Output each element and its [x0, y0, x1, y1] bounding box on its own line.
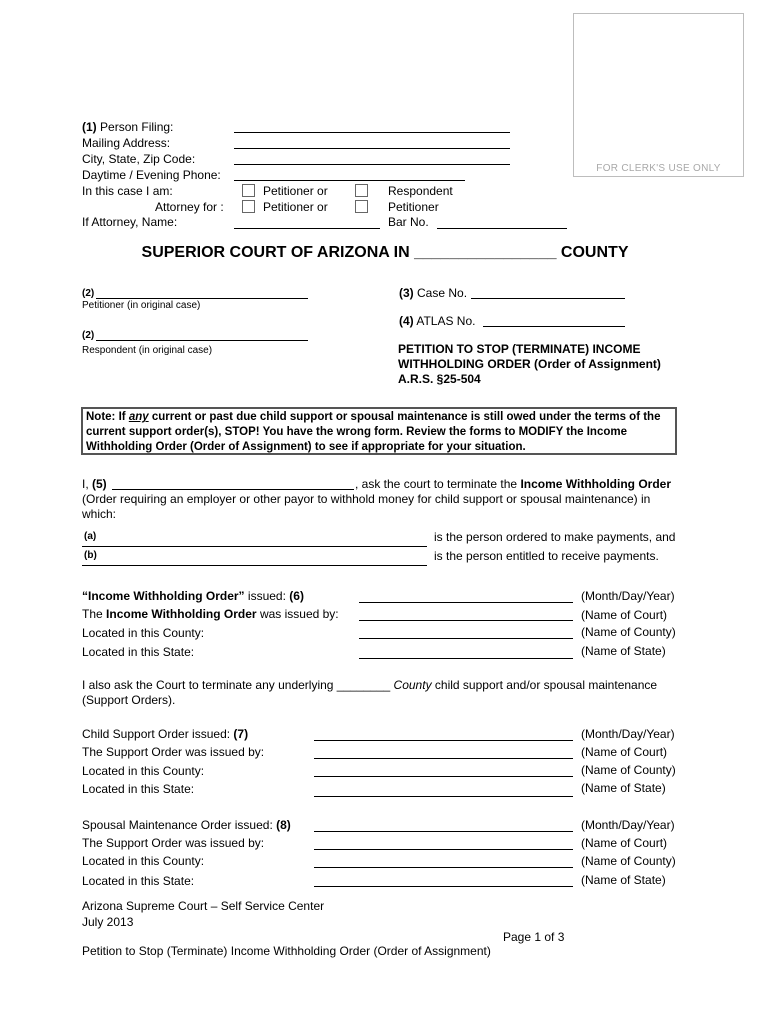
- clerk-use-label: FOR CLERK'S USE ONLY: [596, 163, 721, 174]
- footer-date: July 2013: [82, 915, 134, 929]
- atlas-no-label: (4) ATLAS No.: [399, 314, 476, 328]
- clerk-use-box: [573, 13, 744, 177]
- person-filing-num: (1): [82, 120, 97, 134]
- mailing-address-label: Mailing Address:: [82, 136, 171, 150]
- note-body: current or past due child support or spousal maintenance is still owed under the terms of the current support order(s), STOP! You have the wrong form. Review the forms to MODIFY the Income Withholding Order (Order of Assignment) to see if appropriate for your situation.: [86, 411, 661, 453]
- spousal-date-field[interactable]: [314, 831, 573, 832]
- atlas-num: (4): [399, 314, 414, 328]
- payer-name-field[interactable]: [82, 546, 427, 547]
- note-prefix: Note: If: [86, 411, 129, 423]
- spousal-court-hint: (Name of Court): [581, 836, 668, 850]
- attorney-petitioner-checkbox[interactable]: [242, 200, 255, 213]
- respondent-name-field[interactable]: [96, 340, 308, 341]
- spousal-state-field[interactable]: [314, 886, 573, 887]
- respondent-num: (2): [82, 330, 95, 341]
- petition-title-line2: WITHHOLDING ORDER (Order of Assignment): [398, 357, 661, 371]
- case-no-field[interactable]: [471, 298, 625, 299]
- iwo-date-hint: (Month/Day/Year): [581, 589, 675, 603]
- intro-iwo-bold: Income Withholding Order: [520, 477, 671, 491]
- iwo-date-field[interactable]: [359, 602, 573, 603]
- iwo-state-hint: (Name of State): [581, 644, 666, 658]
- bar-no-field[interactable]: [437, 228, 567, 229]
- petitioner-num: (2): [82, 288, 95, 299]
- child-support-court-field[interactable]: [314, 758, 573, 759]
- item-b-text: is the person entitled to receive payments.: [434, 549, 659, 563]
- footer-form-name: Petition to Stop (Terminate) Income Withholding Order (Order of Assignment): [82, 944, 491, 958]
- iwo-county-field[interactable]: [359, 638, 573, 639]
- child-support-county-field[interactable]: [314, 776, 573, 777]
- spousal-date-hint: (Month/Day/Year): [581, 818, 675, 832]
- payee-name-field[interactable]: [82, 565, 427, 566]
- phone-field[interactable]: [234, 180, 465, 181]
- bar-no-label: Bar No.: [388, 215, 429, 229]
- item-a-text: is the person ordered to make payments, and: [434, 530, 676, 544]
- child-support-state-hint: (Name of State): [581, 781, 666, 795]
- child-support-date-field[interactable]: [314, 740, 573, 741]
- atlas-no-field[interactable]: [483, 326, 625, 327]
- item-a-label: (a): [84, 531, 97, 542]
- attorney-for-label: Attorney for :: [155, 200, 224, 214]
- case-no-num: (3): [399, 286, 414, 300]
- also-ask-line2: (Support Orders).: [82, 693, 176, 707]
- petitioner-checkbox[interactable]: [242, 184, 255, 197]
- spousal-state-label: Located in this State:: [82, 874, 195, 888]
- attorney-name-field[interactable]: [234, 228, 380, 229]
- spousal-state-hint: (Name of State): [581, 873, 666, 887]
- iwo-county-label: Located in this County:: [82, 626, 205, 640]
- petitioner-or-label: Petitioner or: [263, 184, 328, 198]
- child-support-county-label: Located in this County:: [82, 764, 205, 778]
- spousal-county-field[interactable]: [314, 867, 573, 868]
- footer-org: Arizona Supreme Court – Self Service Center: [82, 899, 325, 913]
- child-support-state-field[interactable]: [314, 796, 573, 797]
- spousal-county-hint: (Name of County): [581, 854, 676, 868]
- spousal-court-field[interactable]: [314, 849, 573, 850]
- child-support-county-hint: (Name of County): [581, 763, 676, 777]
- iwo-state-label: Located in this State:: [82, 645, 195, 659]
- respondent-label: Respondent: [388, 184, 453, 198]
- person-filing-text: Person Filing:: [100, 120, 174, 134]
- note-any: any: [128, 411, 149, 423]
- intro-line2: (Order requiring an employer or other payor to withhold money for child support or spousal maintenance) in: [82, 492, 651, 506]
- also-ask-line1: I also ask the Court to terminate any underlying ________ County child support and/or spousal maintenance: [82, 678, 658, 692]
- respondent-original-label: Respondent (in original case): [82, 345, 213, 356]
- footer-page-number: Page 1 of 3: [503, 930, 565, 944]
- attorney-respondent-checkbox[interactable]: [355, 200, 368, 213]
- person-filing-label: [82, 120, 173, 134]
- attorney-petitioner-label: Petitioner: [388, 200, 439, 214]
- intro-line3: which:: [82, 507, 117, 521]
- warning-note-box: [81, 407, 677, 455]
- child-support-court-label: The Support Order was issued by:: [82, 745, 265, 759]
- intro-num: (5): [92, 477, 107, 491]
- iwo-issued-label: “Income Withholding Order” issued: (6): [82, 589, 304, 603]
- iwo-court-hint: (Name of Court): [581, 608, 668, 622]
- city-state-zip-label: City, State, Zip Code:: [82, 152, 196, 166]
- petitioner-name-field[interactable]: [96, 298, 308, 299]
- iwo-court-field[interactable]: [359, 620, 573, 621]
- in-this-case-label: In this case I am:: [82, 184, 173, 198]
- attorney-name-label: If Attorney, Name:: [82, 215, 178, 229]
- respondent-checkbox[interactable]: [355, 184, 368, 197]
- child-support-court-hint: (Name of Court): [581, 745, 668, 759]
- child-support-issued-label: Child Support Order issued: (7): [82, 727, 249, 741]
- attorney-petitioner-or-label: Petitioner or: [263, 200, 328, 214]
- petitioner-original-label: Petitioner (in original case): [82, 300, 201, 311]
- item-b-label: (b): [84, 550, 97, 561]
- child-support-state-label: Located in this State:: [82, 782, 195, 796]
- iwo-court-label: The Income Withholding Order was issued by:: [82, 607, 339, 621]
- city-state-zip-field[interactable]: [234, 164, 510, 165]
- spousal-issued-label: Spousal Maintenance Order issued: (8): [82, 818, 291, 832]
- case-no-label: (3) Case No.: [399, 286, 468, 300]
- person-filing-field[interactable]: [234, 132, 510, 133]
- intro-ask: , ask the court to terminate the Income Withholding Order: [355, 477, 671, 491]
- phone-label: Daytime / Evening Phone:: [82, 168, 221, 182]
- spousal-county-label: Located in this County:: [82, 854, 205, 868]
- petition-title-line1: PETITION TO STOP (TERMINATE) INCOME: [398, 342, 641, 356]
- mailing-address-field[interactable]: [234, 148, 510, 149]
- child-support-date-hint: (Month/Day/Year): [581, 727, 675, 741]
- petition-title-line3: A.R.S. §25-504: [398, 372, 481, 386]
- intro-i: I, (5): [82, 477, 107, 491]
- iwo-county-hint: (Name of County): [581, 625, 676, 639]
- court-title: SUPERIOR COURT OF ARIZONA IN ________________ COUNTY: [141, 244, 629, 261]
- spousal-court-label: The Support Order was issued by:: [82, 836, 265, 850]
- petitioner-full-name-field[interactable]: [112, 489, 354, 490]
- iwo-state-field[interactable]: [359, 658, 573, 659]
